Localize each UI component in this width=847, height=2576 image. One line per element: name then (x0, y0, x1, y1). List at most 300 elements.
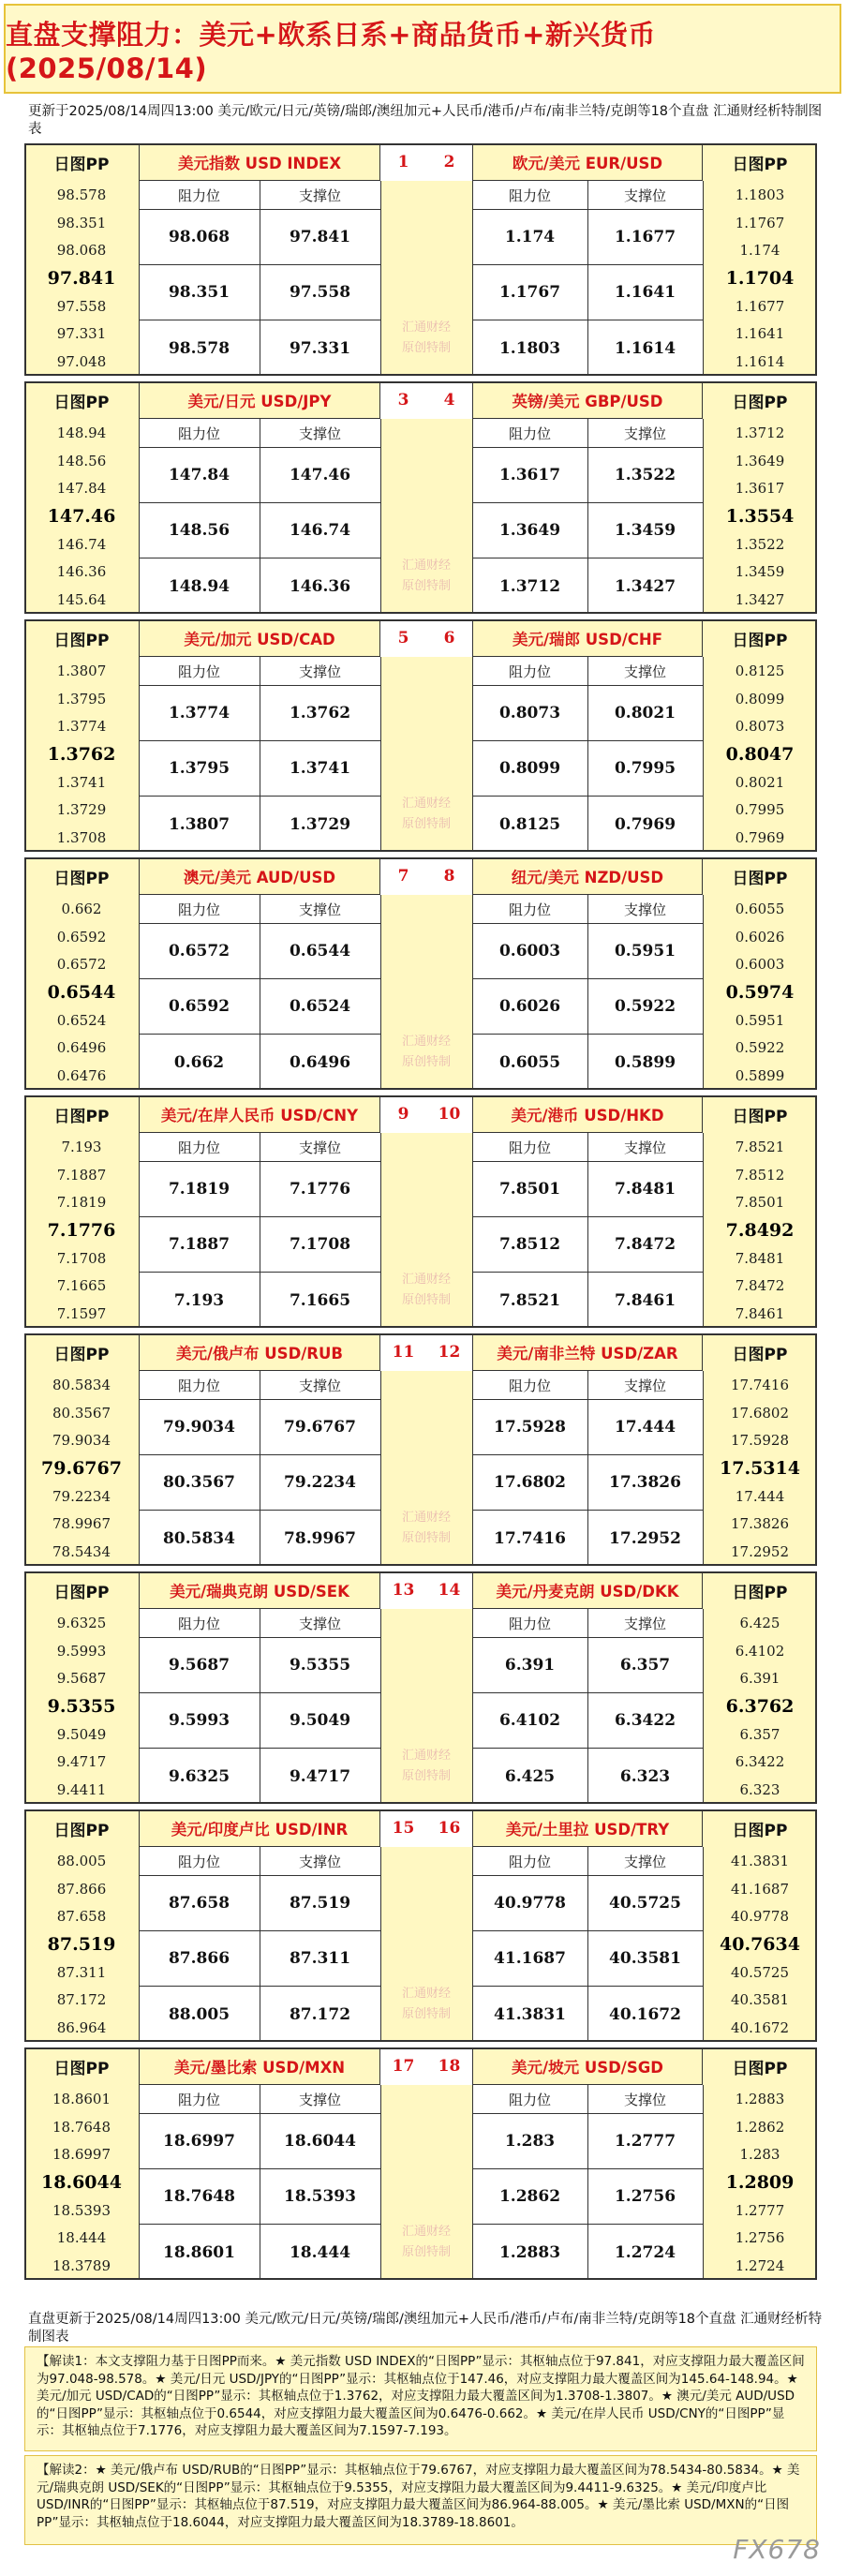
pp-value: 17.5928 (730, 1432, 790, 1450)
pp-value: 0.6003 (735, 956, 785, 974)
pp-column (24, 619, 139, 852)
pp-value: 18.444 (56, 2229, 107, 2247)
pp-value: 88.005 (56, 1852, 107, 1869)
watermark-line: 汇通财经 (401, 320, 451, 335)
pp-value: 18.3789 (52, 2256, 111, 2274)
support-value: 17.2952 (609, 1528, 681, 1548)
grid-line (587, 181, 588, 376)
pp-value: 0.5922 (735, 1039, 785, 1057)
support-value: 1.2724 (614, 2242, 676, 2262)
pp-value: 80.5834 (52, 1376, 111, 1393)
pp-value: 1.3427 (735, 590, 785, 608)
pp-value: 41.3831 (730, 1852, 790, 1869)
grid-line (24, 619, 26, 852)
grid-line (24, 374, 817, 376)
pair-number: 7 (397, 867, 409, 886)
grid-line (139, 657, 140, 852)
pp-column (703, 381, 817, 614)
resistance-value: 18.8601 (163, 2242, 235, 2262)
pp-value: 17.6802 (730, 1404, 790, 1422)
grid-line (587, 895, 588, 1090)
watermark-line: 原创特制 (401, 2245, 451, 2259)
grid-line (139, 1986, 380, 1987)
currency-pair-name: 美元/日元 USD/JPY (139, 381, 380, 419)
grid-line (139, 1133, 140, 1328)
pp-value: 87.866 (56, 1880, 107, 1898)
pair-number: 6 (443, 629, 455, 648)
pp-column (703, 1095, 817, 1328)
pp-header: 日图PP (53, 1821, 110, 1840)
pp-value: 1.3649 (735, 452, 785, 469)
support-header: 支撑位 (587, 1133, 703, 1161)
resistance-value: 17.6802 (494, 1473, 566, 1493)
grid-line (472, 978, 703, 979)
pivot-point-value: 17.5314 (720, 1457, 800, 1479)
grid-line (380, 1847, 381, 2042)
pp-value: 147.84 (56, 480, 107, 498)
grid-line (815, 143, 817, 376)
pivot-block (24, 1095, 817, 1328)
pp-header: 日图PP (732, 393, 788, 412)
support-value: 1.3427 (614, 576, 676, 596)
pivot-point-value: 0.6544 (47, 981, 116, 1003)
grid-line (139, 1272, 380, 1273)
pp-value: 0.6524 (56, 1011, 107, 1029)
pp-header: 日图PP (53, 393, 110, 412)
resistance-value: 40.9778 (494, 1894, 566, 1913)
pp-value: 17.3826 (730, 1515, 790, 1533)
pp-value: 86.964 (56, 2018, 107, 2036)
grid-line (139, 796, 380, 797)
pivot-block (24, 1333, 817, 1566)
support-header: 支撑位 (260, 2085, 380, 2113)
grid-line (703, 1847, 704, 2042)
center-column (380, 419, 472, 614)
pair-number: 2 (443, 153, 455, 171)
grid-line (380, 2085, 381, 2280)
pp-value: 1.3522 (735, 535, 785, 553)
pp-value: 18.5393 (52, 2201, 111, 2219)
grid-line (24, 381, 817, 383)
grid-line (472, 685, 703, 686)
grid-line (815, 857, 817, 1090)
pivot-point-value: 6.3762 (725, 1695, 795, 1717)
watermark (380, 1270, 472, 1311)
currency-pair-name: 美元/在岸人民币 USD/CNY (139, 1095, 380, 1133)
support-header: 支撑位 (260, 1847, 380, 1875)
grid-line (139, 1847, 140, 2042)
note-1: 【解读1：本文支撑阻力基于日图PP而来。★ 美元指数 USD INDEX的“日图PP”显示：其枢轴点位于97.841，对应支撑阻力最大覆盖区间为97.048-98.578。★ 美元/日元 USD/JPY的“日图PP”显示：其枢轴点位于147.46，对应支撑阻力最大覆盖区间为145.64-148.94。★ 美元/加元 USD/CAD的“日图PP”显示：其枢轴点位于1.3762，对应支撑阻力最大覆盖区间为1.3708-1.3807。★ 澳元/美元 AUD/USD的“日图PP”显示：其枢轴点位于0.6544，对应支撑阻力最大覆盖区间为0.6476-0.662。★ 美元/在岸人民币 USD/CNY的“日图PP”显示：其枢轴点位于7.1776，对应支撑阻力最大覆盖区间为7.1597-7.193。 (24, 2346, 817, 2451)
grid-line (24, 1333, 26, 1566)
watermark-line: 原创特制 (401, 1531, 451, 1545)
grid-line (587, 657, 588, 852)
center-column (380, 1133, 472, 1328)
pp-column (24, 857, 139, 1090)
support-value: 87.519 (289, 1894, 351, 1913)
resistance-header: 阻力位 (472, 181, 587, 209)
currency-pair-name: 英镑/美元 GBP/USD (472, 381, 703, 419)
grid-line (472, 1875, 703, 1876)
grid-line (472, 419, 473, 614)
grid-line (24, 1095, 26, 1328)
support-header: 支撑位 (260, 1133, 380, 1161)
pp-column (24, 1095, 139, 1328)
pp-column (703, 2047, 817, 2280)
grid-line (472, 1692, 703, 1693)
support-value: 7.8461 (614, 1290, 676, 1310)
pp-value: 79.9034 (52, 1432, 111, 1450)
watermark-line: 汇通财经 (401, 797, 451, 811)
resistance-value: 1.3649 (498, 521, 561, 541)
watermark-line: 原创特制 (401, 341, 451, 355)
pivot-block (24, 619, 817, 852)
support-value: 1.1614 (614, 338, 676, 358)
pp-value: 0.662 (61, 900, 102, 917)
center-column (380, 657, 472, 852)
grid-line (139, 1034, 380, 1035)
resistance-value: 0.6592 (168, 997, 230, 1017)
grid-line (587, 1133, 588, 1328)
pp-value: 0.8099 (735, 690, 785, 707)
pp-value: 1.3617 (735, 480, 785, 498)
pivot-block (24, 143, 817, 376)
pp-value: 148.94 (56, 424, 107, 441)
grid-line (472, 1133, 473, 1328)
pp-value: 0.7969 (735, 828, 785, 846)
pp-header: 日图PP (53, 1107, 110, 1126)
grid-line (472, 447, 703, 448)
pp-value: 0.6592 (56, 928, 107, 946)
resistance-value: 98.351 (168, 283, 230, 303)
support-value: 147.46 (289, 466, 351, 484)
pp-value: 6.425 (739, 1614, 780, 1631)
pp-column (24, 1333, 139, 1566)
pp-value: 1.3712 (735, 424, 785, 441)
support-header: 支撑位 (587, 657, 703, 685)
pair-number: 11 (392, 1343, 415, 1362)
grid-line (139, 2224, 380, 2225)
center-column (380, 2085, 472, 2280)
pp-value: 1.3741 (56, 773, 107, 791)
pair-number: 10 (438, 1105, 461, 1124)
pp-header: 日图PP (732, 2059, 788, 2078)
resistance-value: 1.1803 (498, 338, 561, 358)
pp-value: 0.6055 (735, 900, 785, 917)
grid-line (24, 2040, 817, 2042)
currency-pair-name: 美元/瑞典克朗 USD/SEK (139, 1571, 380, 1609)
grid-line (472, 1034, 703, 1035)
support-value: 1.3459 (614, 521, 676, 541)
grid-line (24, 381, 26, 614)
grid-line (380, 657, 381, 852)
pp-value: 18.7648 (52, 2118, 111, 2136)
pp-column (24, 2047, 139, 2280)
resistance-value: 148.94 (168, 576, 230, 596)
page-title: 直盘支撑阻力：美元+欧系日系+商品货币+新兴货币(2025/08/14) (4, 4, 841, 94)
grid-line (703, 895, 704, 1090)
grid-line (139, 1510, 380, 1511)
support-value: 0.8021 (614, 704, 676, 722)
resistance-value: 7.8521 (498, 1290, 561, 1310)
watermark-line: 汇通财经 (401, 1035, 451, 1049)
pp-column (24, 143, 139, 376)
pp-value: 18.8601 (52, 2090, 111, 2107)
pp-value: 98.068 (56, 242, 107, 260)
currency-pair-name: 美元/俄卢布 USD/RUB (139, 1333, 380, 1371)
watermark-line: 原创特制 (401, 1769, 451, 1783)
watermark-line: 汇通财经 (401, 1273, 451, 1287)
grid-line (139, 181, 140, 376)
watermark-line: 汇通财经 (401, 1511, 451, 1525)
pair-number: 5 (397, 629, 409, 648)
grid-line (139, 1692, 380, 1693)
grid-line (472, 895, 473, 1090)
pp-header: 日图PP (53, 1583, 110, 1602)
support-value: 9.5049 (289, 1711, 351, 1731)
support-value: 97.558 (289, 283, 351, 303)
footer-line: 直盘更新于2025/08/14周四13:00 美元/欧元/日元/英镑/瑞郎/澳纽加元+人民币/港币/卢布/南非兰特/克朗等18个直盘 汇通财经析特制图表 (28, 2312, 823, 2345)
grid-line (24, 1802, 817, 1804)
currency-pair-name: 美元/港币 USD/HKD (472, 1095, 703, 1133)
resistance-value: 41.1687 (494, 1949, 566, 1969)
grid-line (472, 657, 473, 852)
grid-line (472, 2113, 703, 2114)
note-2: 【解读2：★ 美元/俄卢布 USD/RUB的“日图PP”显示：其枢轴点位于79.6767，对应支撑阻力最大覆盖区间为78.5434-80.5834。★ 美元/瑞典克朗 USD/SEK的“日图PP”显示：其枢轴点位于9.5355，对应支撑阻力最大覆盖区间为9.4411-9.6325。★ 美元/印度卢比 USD/INR的“日图PP”显示：其枢轴点位于87.519，对应支撑阻力最大覆盖区间为86.964-88.005。★ 美元/墨比索 USD/MXN的“日图PP”显示：其枢轴点位于18.6044，对应支撑阻力最大覆盖区间为18.3789-18.8601。 (24, 2455, 817, 2545)
grid-line (472, 1371, 473, 1566)
resistance-header: 阻力位 (139, 1371, 260, 1399)
currency-pair-name: 美元/丹麦克朗 USD/DKK (472, 1571, 703, 1609)
grid-line (139, 2085, 140, 2280)
pp-header: 日图PP (53, 1345, 110, 1364)
center-column (380, 1371, 472, 1566)
grid-line (24, 1809, 817, 1811)
grid-line (703, 1133, 704, 1328)
resistance-value: 1.3807 (168, 814, 230, 834)
grid-line (139, 1609, 140, 1804)
pp-value: 1.3807 (56, 662, 107, 679)
pp-value: 1.2777 (735, 2201, 785, 2219)
grid-line (139, 264, 380, 265)
support-value: 40.5725 (609, 1894, 681, 1913)
grid-line (24, 857, 817, 859)
pivot-point-value: 40.7634 (720, 1933, 800, 1955)
support-header: 支撑位 (260, 419, 380, 447)
pp-value: 7.8472 (735, 1277, 785, 1295)
grid-line (815, 1809, 817, 2042)
resistance-value: 0.8125 (498, 814, 561, 834)
pivot-point-value: 87.519 (47, 1933, 116, 1955)
grid-line (139, 1930, 380, 1931)
resistance-header: 阻力位 (472, 895, 587, 923)
pp-column (703, 1571, 817, 1804)
update-line: 更新于2025/08/14周四13:00 美元/欧元/日元/英镑/瑞郎/澳纽加元+人民币/港币/卢布/南非兰特/克朗等18个直盘 汇通财经析特制图表 (28, 104, 823, 137)
pp-value: 1.2724 (735, 2256, 785, 2274)
pp-header: 日图PP (732, 1821, 788, 1840)
support-value: 18.5393 (284, 2187, 356, 2207)
pp-value: 6.357 (739, 1725, 780, 1743)
resistance-value: 0.6026 (498, 997, 561, 1017)
resistance-value: 7.8512 (498, 1235, 561, 1255)
watermark (380, 1746, 472, 1787)
resistance-header: 阻力位 (472, 657, 587, 685)
center-column (380, 181, 472, 376)
pp-value: 1.283 (739, 2146, 780, 2164)
grid-line (24, 1571, 26, 1804)
pp-value: 1.1614 (735, 352, 785, 370)
grid-line (139, 685, 380, 686)
pp-value: 0.5899 (735, 1066, 785, 1084)
resistance-value: 88.005 (168, 2004, 230, 2024)
pp-header: 日图PP (732, 869, 788, 888)
pp-value: 40.1672 (730, 2018, 790, 2036)
support-value: 0.5922 (614, 997, 676, 1017)
grid-line (703, 1371, 704, 1566)
support-header: 支撑位 (260, 895, 380, 923)
pp-value: 6.4102 (735, 1642, 785, 1660)
support-value: 0.6524 (289, 997, 351, 1017)
grid-line (139, 419, 140, 614)
support-value: 87.172 (289, 2004, 351, 2024)
currency-pair-name: 美元/土里拉 USD/TRY (472, 1809, 703, 1847)
pp-value: 40.9778 (730, 1908, 790, 1926)
pp-value: 87.311 (56, 1963, 107, 1981)
grid-line (815, 381, 817, 614)
pp-value: 40.5725 (730, 1963, 790, 1981)
grid-line (24, 1326, 817, 1328)
pp-column (24, 381, 139, 614)
grid-line (472, 1847, 473, 2042)
pp-header: 日图PP (732, 1107, 788, 1126)
watermark (380, 1984, 472, 2025)
grid-line (472, 1748, 703, 1749)
grid-line (815, 2047, 817, 2280)
resistance-value: 0.8099 (498, 759, 561, 779)
support-value: 7.1708 (289, 1235, 351, 1255)
resistance-value: 1.2883 (498, 2242, 561, 2262)
resistance-value: 18.6997 (163, 2132, 235, 2151)
grid-line (24, 1809, 26, 2042)
pp-value: 148.56 (56, 452, 107, 469)
support-header: 支撑位 (260, 1609, 380, 1637)
fx678-logo: FX678 (733, 2534, 821, 2565)
pp-value: 1.3459 (735, 563, 785, 581)
resistance-value: 1.2862 (498, 2187, 561, 2207)
watermark-line: 原创特制 (401, 2007, 451, 2021)
pp-value: 9.6325 (56, 1614, 107, 1631)
resistance-value: 9.6325 (168, 1766, 230, 1786)
support-value: 1.2777 (614, 2132, 676, 2151)
pp-column (703, 143, 817, 376)
resistance-value: 0.6055 (498, 1052, 561, 1072)
grid-line (703, 1609, 704, 1804)
pair-number: 18 (438, 2057, 461, 2076)
grid-line (472, 2085, 473, 2280)
watermark (380, 794, 472, 835)
resistance-value: 98.068 (168, 228, 230, 246)
pp-value: 9.5049 (56, 1725, 107, 1743)
pair-number: 17 (392, 2057, 415, 2076)
pp-value: 97.048 (56, 352, 107, 370)
pp-value: 17.7416 (730, 1376, 790, 1393)
pp-value: 0.8073 (735, 718, 785, 736)
watermark (380, 318, 472, 359)
grid-line (24, 1564, 817, 1566)
pivot-point-value: 7.8492 (725, 1219, 795, 1241)
pp-value: 6.3422 (735, 1753, 785, 1771)
pp-value: 97.331 (56, 325, 107, 343)
grid-line (139, 1748, 380, 1749)
support-value: 0.6544 (289, 942, 351, 960)
pair-number: 8 (443, 867, 455, 886)
grid-line (139, 1875, 380, 1876)
pivot-block (24, 1571, 817, 1804)
pp-header: 日图PP (53, 155, 110, 174)
support-value: 18.444 (289, 2242, 351, 2262)
grid-line (24, 1571, 817, 1573)
support-value: 78.9967 (284, 1528, 356, 1548)
grid-line (139, 447, 380, 448)
pp-header: 日图PP (53, 631, 110, 650)
grid-line (24, 143, 26, 376)
watermark (380, 556, 472, 597)
resistance-header: 阻力位 (472, 1847, 587, 1875)
resistance-header: 阻力位 (139, 895, 260, 923)
pp-value: 7.1887 (56, 1166, 107, 1184)
grid-line (24, 1095, 817, 1097)
grid-line (472, 1609, 473, 1804)
pivot-point-value: 7.1776 (47, 1219, 116, 1241)
resistance-value: 17.5928 (494, 1418, 566, 1437)
support-value: 7.1665 (289, 1290, 351, 1310)
pp-value: 7.1597 (56, 1304, 107, 1322)
watermark (380, 1032, 472, 1073)
grid-line (815, 1095, 817, 1328)
support-value: 146.36 (289, 576, 351, 596)
support-value: 7.8481 (614, 1180, 676, 1199)
pair-number: 1 (397, 153, 409, 171)
watermark-line: 原创特制 (401, 1293, 451, 1307)
resistance-header: 阻力位 (139, 1609, 260, 1637)
pivot-block (24, 381, 817, 614)
resistance-value: 6.425 (504, 1766, 556, 1786)
resistance-value: 6.4102 (498, 1711, 561, 1731)
resistance-value: 0.662 (173, 1052, 225, 1072)
grid-line (139, 209, 380, 210)
pair-number: 13 (392, 1581, 415, 1600)
pp-value: 145.64 (56, 590, 107, 608)
support-value: 1.3741 (289, 759, 351, 779)
resistance-header: 阻力位 (472, 1371, 587, 1399)
grid-line (472, 1399, 703, 1400)
grid-line (139, 1371, 140, 1566)
support-value: 7.8472 (614, 1235, 676, 1255)
pp-value: 1.174 (739, 242, 780, 260)
grid-line (587, 419, 588, 614)
pair-number: 3 (397, 391, 409, 409)
pp-value: 7.1819 (56, 1194, 107, 1212)
support-header: 支撑位 (260, 657, 380, 685)
grid-line (703, 2085, 704, 2280)
pp-value: 0.6496 (56, 1039, 107, 1057)
resistance-header: 阻力位 (139, 2085, 260, 2113)
grid-line (472, 264, 703, 265)
grid-line (587, 1609, 588, 1804)
currency-pair-name: 美元指数 USD INDEX (139, 143, 380, 181)
currency-pair-name: 美元/瑞郎 USD/CHF (472, 619, 703, 657)
pair-number: 16 (438, 1819, 461, 1838)
resistance-value: 7.8501 (498, 1180, 561, 1199)
support-value: 9.4717 (289, 1766, 351, 1786)
